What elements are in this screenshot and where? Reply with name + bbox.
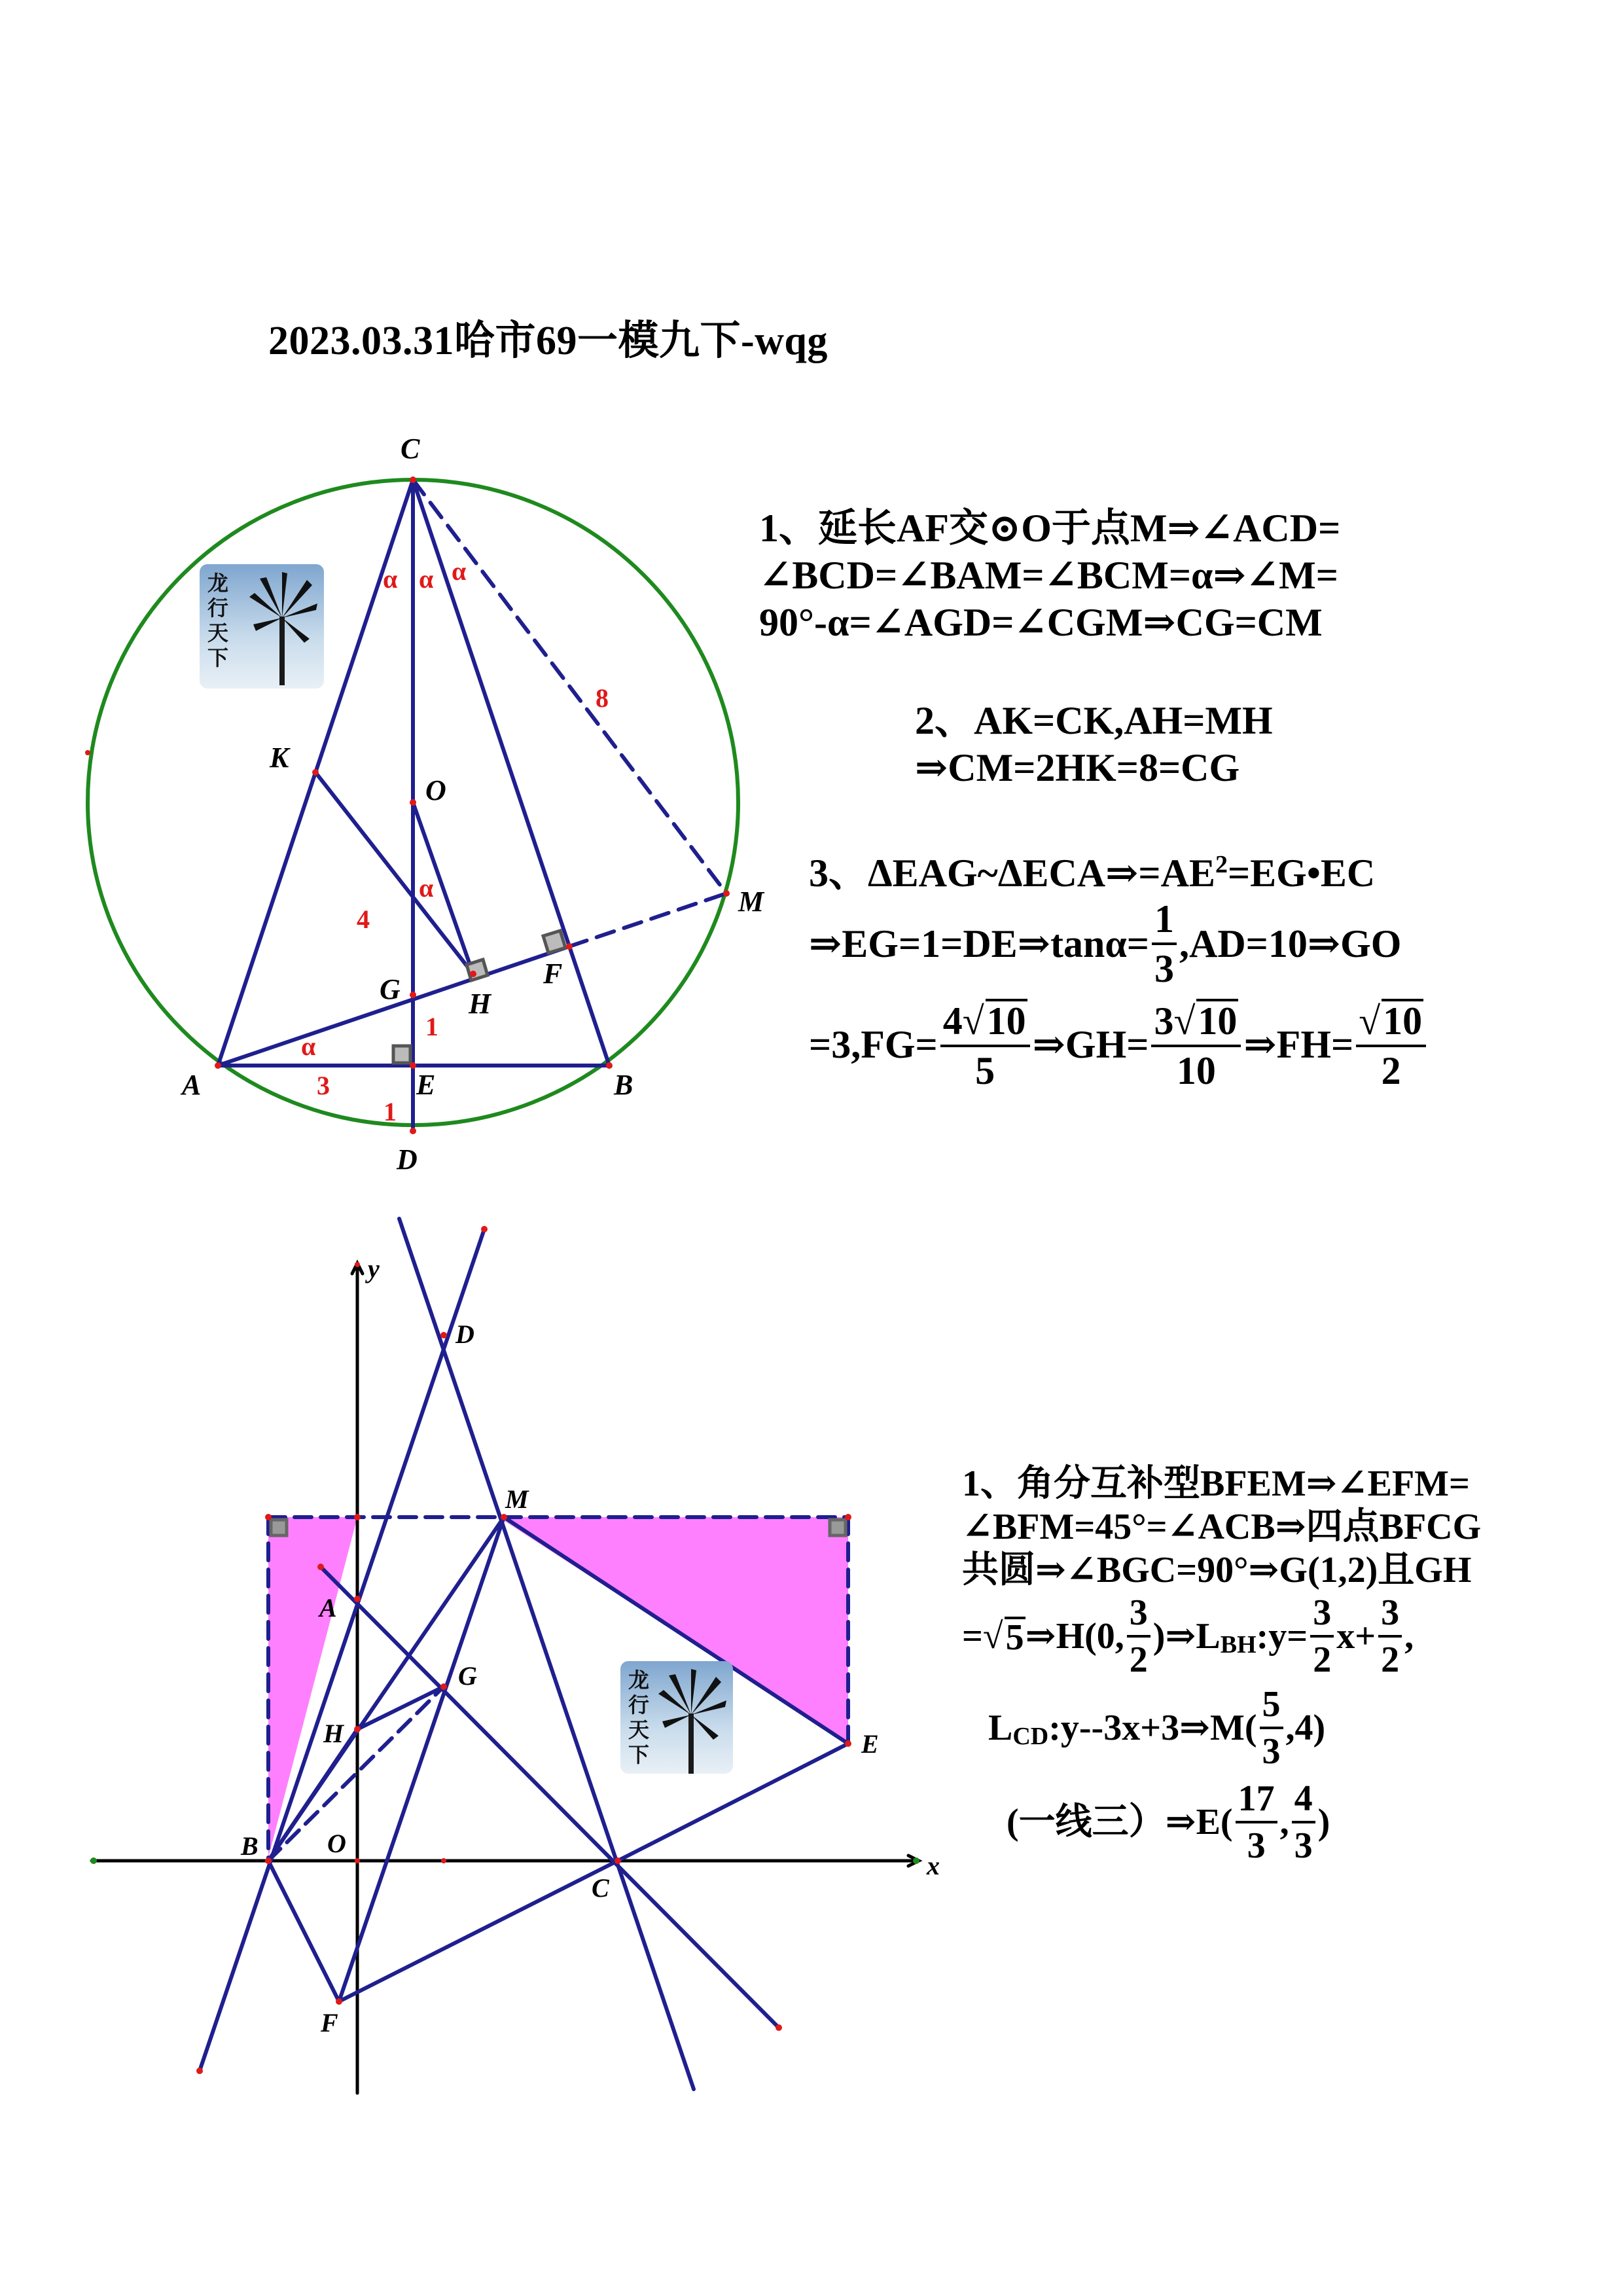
label-f2: F — [321, 2008, 338, 2037]
solution1-step3-line2: ⇒EG=1=DE⇒tanα= $\frac{1}{3}$ ,AD=10⇒GO — [809, 897, 1402, 990]
right-angle-mark-e — [393, 1046, 410, 1063]
segment-cm-dashed — [413, 480, 726, 893]
segment-cb — [413, 480, 609, 1066]
watermark-logo-top — [200, 564, 324, 689]
label-a: A — [182, 1069, 202, 1101]
segment-bf — [268, 1861, 339, 2001]
label-g2: G — [458, 1661, 477, 1691]
watermark-text: 龙 行 天 下 — [628, 1668, 650, 1767]
label-d2: D — [455, 1319, 474, 1349]
line-cd — [399, 1219, 694, 2089]
label-h: H — [469, 988, 491, 1020]
solution1-step3-line1: 3、$\Delta EAG\sim\Delta ECA\Rightarrow=AE^2=EG•EC$ — [809, 851, 1376, 895]
alpha-c-mid: α — [419, 564, 434, 594]
solution1-step1-line2: ∠BCD=∠BAM=∠BCM=α⇒∠M= — [759, 554, 1338, 597]
watermark-text: 龙 行 天 下 — [207, 571, 229, 670]
solution2-line3: 共圆⇒∠BGC=90°⇒G(1,2)且GH — [962, 1550, 1472, 1590]
alpha-a: α — [301, 1031, 316, 1061]
right-angle-mark-right — [830, 1520, 846, 1535]
label-o2: O — [327, 1829, 346, 1858]
alpha-c-right: α — [452, 556, 467, 586]
label-h2: H — [323, 1719, 344, 1748]
label-x: x — [927, 1851, 940, 1880]
palm-tree-icon — [247, 571, 319, 685]
label-m2: M — [505, 1484, 529, 1514]
right-angle-mark-h — [467, 960, 488, 980]
segment-fm-dashed — [569, 893, 726, 946]
right-angle-mark-left — [271, 1520, 287, 1535]
label-k: K — [270, 742, 289, 774]
label-a2: A — [319, 1593, 337, 1623]
length-kh: 4 — [357, 905, 370, 934]
solution1-step2-line2: ⇒CM=2HK=8=CG — [915, 746, 1240, 789]
solution1-step1-line1: 1、延长AF交⊙O于点M⇒∠ACD= — [759, 507, 1341, 550]
length-ed: 1 — [383, 1097, 397, 1126]
label-o: O — [425, 774, 446, 806]
length-cm: 8 — [596, 683, 609, 713]
label-m: M — [738, 886, 764, 918]
length-ge: 1 — [425, 1012, 438, 1041]
solution2-line2: ∠BFM=45°=∠ACB⇒四点BFCG — [962, 1507, 1482, 1547]
solution1-step2-line1: 2、AK=CK,AH=MH — [915, 699, 1273, 742]
solution2-line6: (一线三）⇒E( $\frac{17}{3}$ , $\frac{4}{3}$ ) — [1007, 1778, 1330, 1866]
length-ae: 3 — [317, 1071, 330, 1100]
label-e: E — [416, 1069, 436, 1101]
solution1-step3-line3: =3,FG= $\frac{4√10}{5}$ ⇒GH= $\frac{3√10}{10}$ ⇒FH= $\frac{√10}{2}$ — [809, 999, 1429, 1090]
segment-kh — [315, 772, 473, 974]
label-c: C — [401, 433, 420, 465]
label-g: G — [380, 973, 401, 1005]
shaded-region-left — [268, 1517, 357, 1857]
solution2-line5: $L_{CD}:y--3x+3\Rightarrow M$( $\frac{5}{3}$ ,4) — [988, 1684, 1326, 1772]
label-f: F — [543, 958, 563, 990]
page-title: 2023.03.31哈市69一模九下-wqg — [268, 319, 828, 363]
label-b2: B — [241, 1831, 259, 1861]
label-d: D — [397, 1143, 418, 1175]
label-e2: E — [861, 1729, 879, 1759]
alpha-o: α — [419, 873, 434, 903]
solution2-line4: =√5⇒H(0, $\frac{3}{2}$ )$\Rightarrow L_{BH}:y=$ $\frac{3}{2}$ x+ $\frac{3}{2}$ , — [962, 1592, 1414, 1680]
solution2-line1: 1、角分互补型BFEM⇒∠EFM= — [962, 1463, 1470, 1504]
solution1-step1-line3: 90°-α=∠AGD=∠CGM⇒CG=CM — [759, 601, 1323, 644]
label-b: B — [614, 1069, 633, 1101]
line-bd — [200, 1229, 484, 2071]
alpha-c-left: α — [383, 564, 398, 594]
palm-tree-icon — [656, 1668, 728, 1774]
segment-hg — [357, 1687, 444, 1729]
right-angle-mark-f — [543, 931, 565, 953]
watermark-logo-bottom — [620, 1661, 733, 1774]
label-y: y — [368, 1254, 380, 1283]
label-c2: C — [592, 1873, 609, 1903]
